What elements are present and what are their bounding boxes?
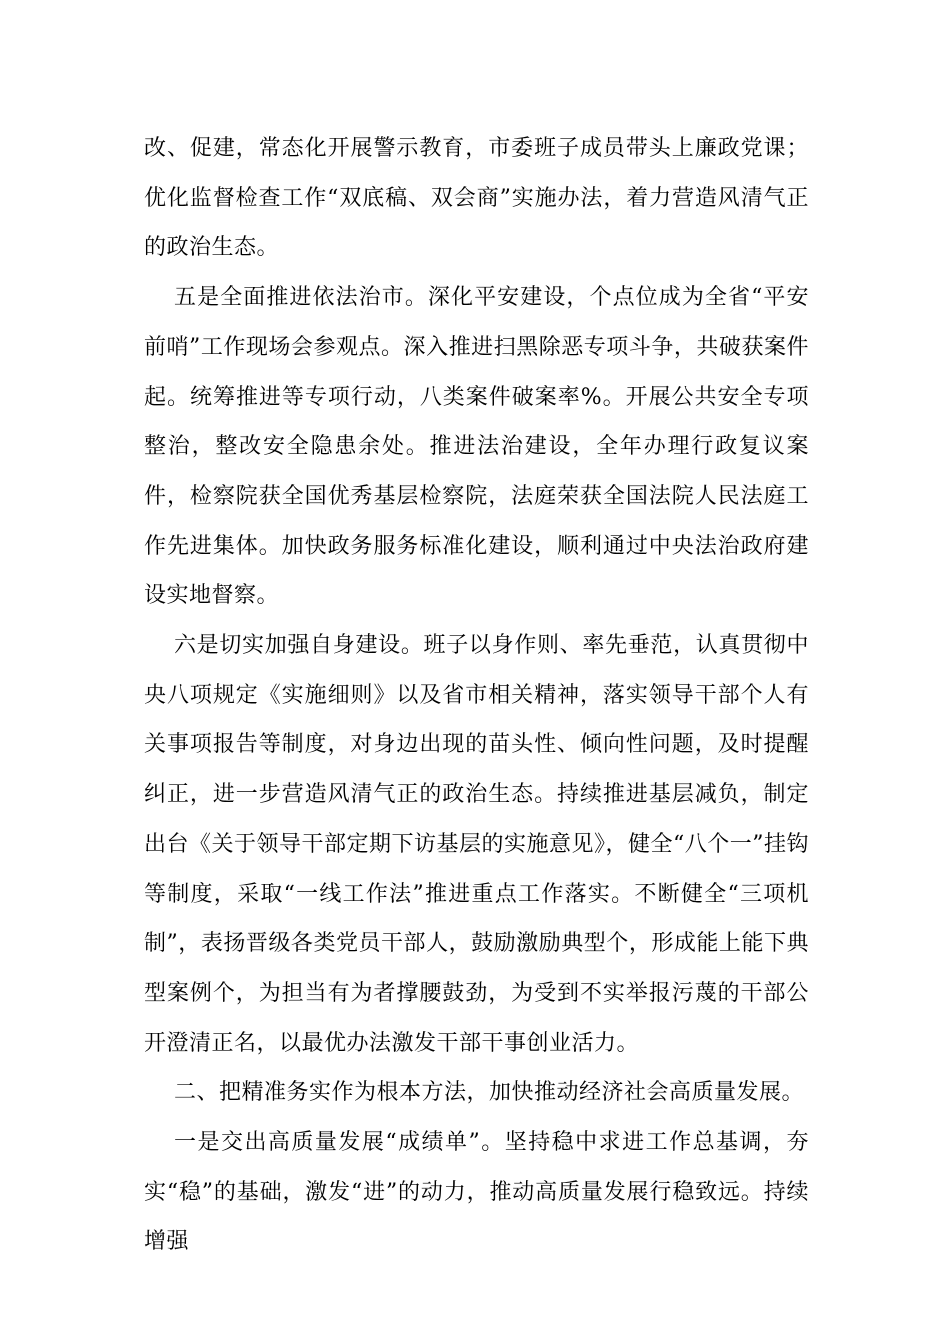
paragraph-self-building: 六是切实加强自身建设。班子以身作则、率先垂范，认真贯彻中央八项规定《实施细则》以及省市相关精神，落实领导干部个人有关事项报告等制度，对身边出现的苗头性、倾向性问题，及时提醒纠正，进一步营造风清气正的政治生态。持续推进基层减负，制定出台《关于领导干部定期下访基层的实施意见》，健全“八个一”挂钩等制度，采取“一线工作法”推进重点工作落实。不断健全“三项机制”，表扬晋级各类党员干部人，鼓励激励典型个，形成能上能下典型案例个，为担当有为者撑腰鼓劲，为受到不实举报污蔑的干部公开澄清正名，以最优办法激发干部干事创业活力。: [144, 633, 809, 1056]
paragraph-continuation: 改、促建，常态化开展警示教育，市委班子成员带头上廉政党课；优化监督检查工作“双底稿、双会商”实施办法，着力营造风清气正的政治生态。: [144, 136, 809, 261]
paragraph-high-quality-development: 一是交出高质量发展“成绩单”。坚持稳中求进工作总基调，夯实“稳”的基础，激发“进”的动力，推动高质量发展行稳致远。持续增强: [144, 1130, 809, 1255]
document-body: [144, 124, 809, 1267]
paragraph-rule-of-law: 五是全面推进依法治市。深化平安建设，个点位成为全省“平安前哨”工作现场会参观点。深入推进扫黑除恶专项斗争，共破获案件起。统筹推进等专项行动，八类案件破案率%。开展公共安全专项整治，整改安全隐患余处。推进法治建设，全年办理行政复议案件，检察院获全国优秀基层检察院，法庭荣获全国法院人民法庭工作先进集体。加快政务服务标准化建设，顺利通过中央法治政府建设实地督察。: [144, 285, 809, 609]
section-heading-two: 二、把精准务实作为根本方法，加快推动经济社会高质量发展。: [174, 1080, 805, 1106]
